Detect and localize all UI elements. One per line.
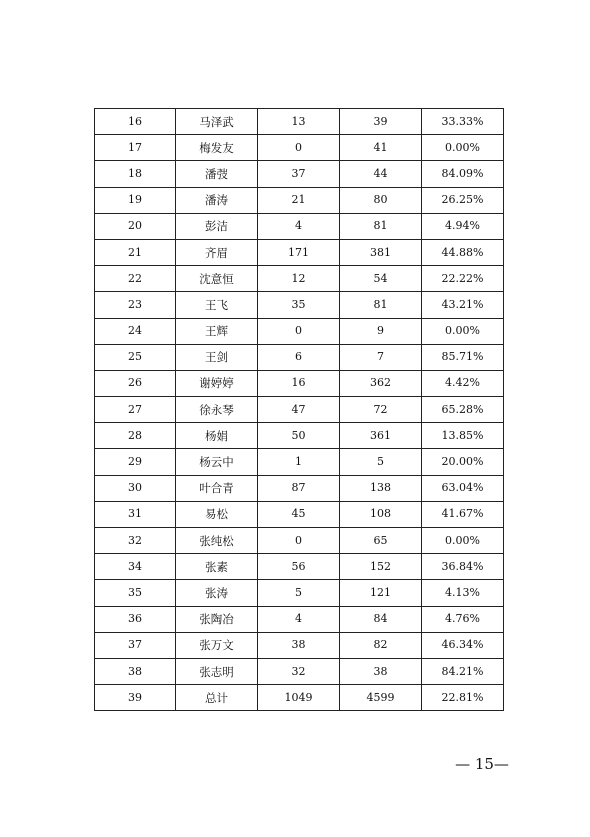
- name-cell: 王辉: [176, 318, 258, 344]
- count-b-cell: 9: [340, 318, 422, 344]
- count-b-cell: 41: [340, 135, 422, 161]
- count-b-cell: 108: [340, 501, 422, 527]
- name-cell: 总计: [176, 685, 258, 711]
- percentage-cell: 84.21%: [422, 658, 504, 684]
- count-a-cell: 0: [258, 135, 340, 161]
- table-row: [95, 632, 504, 658]
- count-a-cell: 45: [258, 501, 340, 527]
- percentage-cell: 0.00%: [422, 318, 504, 344]
- count-b-cell: 5: [340, 449, 422, 475]
- count-a-cell: 4: [258, 606, 340, 632]
- row-number-cell: 16: [95, 109, 176, 135]
- percentage-cell: 85.71%: [422, 344, 504, 370]
- table-row: [95, 475, 504, 501]
- percentage-cell: 13.85%: [422, 423, 504, 449]
- count-a-cell: 0: [258, 318, 340, 344]
- name-cell: 张纯松: [176, 528, 258, 554]
- name-cell: 易松: [176, 501, 258, 527]
- row-number-cell: 29: [95, 449, 176, 475]
- name-cell: 沈意恒: [176, 266, 258, 292]
- name-cell: 张志明: [176, 658, 258, 684]
- name-cell: 王飞: [176, 292, 258, 318]
- count-b-cell: 82: [340, 632, 422, 658]
- row-number-cell: 36: [95, 606, 176, 632]
- count-a-cell: 56: [258, 554, 340, 580]
- row-number-cell: 25: [95, 344, 176, 370]
- table-row: [95, 658, 504, 684]
- percentage-cell: 33.33%: [422, 109, 504, 135]
- count-a-cell: 12: [258, 266, 340, 292]
- percentage-cell: 22.22%: [422, 266, 504, 292]
- table-row: [95, 370, 504, 396]
- row-number-cell: 34: [95, 554, 176, 580]
- count-a-cell: 35: [258, 292, 340, 318]
- name-cell: 张素: [176, 554, 258, 580]
- count-b-cell: 362: [340, 370, 422, 396]
- percentage-cell: 36.84%: [422, 554, 504, 580]
- table-row: [95, 449, 504, 475]
- name-cell: 叶合青: [176, 475, 258, 501]
- count-b-cell: 72: [340, 397, 422, 423]
- count-a-cell: 37: [258, 161, 340, 187]
- table-row: [95, 397, 504, 423]
- table-row: [95, 187, 504, 213]
- count-b-cell: 38: [340, 658, 422, 684]
- percentage-cell: 4.42%: [422, 370, 504, 396]
- row-number-cell: 17: [95, 135, 176, 161]
- name-cell: 王剑: [176, 344, 258, 370]
- percentage-cell: 41.67%: [422, 501, 504, 527]
- row-number-cell: 27: [95, 397, 176, 423]
- count-b-cell: 81: [340, 292, 422, 318]
- name-cell: 谢婷婷: [176, 370, 258, 396]
- row-number-cell: 26: [95, 370, 176, 396]
- name-cell: 潘涛: [176, 187, 258, 213]
- name-cell: 张万文: [176, 632, 258, 658]
- count-a-cell: 1: [258, 449, 340, 475]
- percentage-cell: 43.21%: [422, 292, 504, 318]
- name-cell: 潘弢: [176, 161, 258, 187]
- count-b-cell: 381: [340, 239, 422, 265]
- count-a-cell: 5: [258, 580, 340, 606]
- percentage-cell: 46.34%: [422, 632, 504, 658]
- count-b-cell: 80: [340, 187, 422, 213]
- percentage-cell: 63.04%: [422, 475, 504, 501]
- count-b-cell: 54: [340, 266, 422, 292]
- row-number-cell: 19: [95, 187, 176, 213]
- count-b-cell: 121: [340, 580, 422, 606]
- row-number-cell: 23: [95, 292, 176, 318]
- row-number-cell: 30: [95, 475, 176, 501]
- name-cell: 张陶冶: [176, 606, 258, 632]
- row-number-cell: 22: [95, 266, 176, 292]
- count-b-cell: 7: [340, 344, 422, 370]
- row-number-cell: 35: [95, 580, 176, 606]
- count-a-cell: 38: [258, 632, 340, 658]
- name-cell: 徐永琴: [176, 397, 258, 423]
- count-b-cell: 84: [340, 606, 422, 632]
- percentage-cell: 44.88%: [422, 239, 504, 265]
- count-a-cell: 21: [258, 187, 340, 213]
- name-cell: 齐眉: [176, 239, 258, 265]
- count-b-cell: 44: [340, 161, 422, 187]
- table-row: [95, 528, 504, 554]
- percentage-cell: 0.00%: [422, 528, 504, 554]
- count-a-cell: 1049: [258, 685, 340, 711]
- name-cell: 梅发友: [176, 135, 258, 161]
- count-a-cell: 87: [258, 475, 340, 501]
- count-a-cell: 171: [258, 239, 340, 265]
- row-number-cell: 39: [95, 685, 176, 711]
- percentage-cell: 4.94%: [422, 213, 504, 239]
- table-row: [95, 344, 504, 370]
- count-b-cell: 138: [340, 475, 422, 501]
- row-number-cell: 37: [95, 632, 176, 658]
- table-row: [95, 161, 504, 187]
- percentage-cell: 26.25%: [422, 187, 504, 213]
- table-row: [95, 292, 504, 318]
- table-row: [95, 318, 504, 344]
- table-row: [95, 239, 504, 265]
- count-a-cell: 47: [258, 397, 340, 423]
- row-number-cell: 18: [95, 161, 176, 187]
- percentage-cell: 4.13%: [422, 580, 504, 606]
- row-number-cell: 20: [95, 213, 176, 239]
- table-row: [95, 109, 504, 135]
- count-b-cell: 4599: [340, 685, 422, 711]
- row-number-cell: 24: [95, 318, 176, 344]
- count-b-cell: 81: [340, 213, 422, 239]
- count-a-cell: 4: [258, 213, 340, 239]
- table-row: [95, 606, 504, 632]
- percentage-cell: 65.28%: [422, 397, 504, 423]
- row-number-cell: 21: [95, 239, 176, 265]
- count-a-cell: 6: [258, 344, 340, 370]
- count-a-cell: 0: [258, 528, 340, 554]
- table-body: [95, 109, 504, 711]
- table-row: [95, 423, 504, 449]
- row-number-cell: 38: [95, 658, 176, 684]
- table-row: [95, 135, 504, 161]
- table-row: [95, 685, 504, 711]
- count-a-cell: 16: [258, 370, 340, 396]
- count-b-cell: 152: [340, 554, 422, 580]
- percentage-cell: 84.09%: [422, 161, 504, 187]
- percentage-cell: 22.81%: [422, 685, 504, 711]
- table-row: [95, 266, 504, 292]
- count-a-cell: 32: [258, 658, 340, 684]
- count-b-cell: 65: [340, 528, 422, 554]
- name-cell: 马泽武: [176, 109, 258, 135]
- page-number: — 15—: [455, 755, 509, 773]
- table-row: [95, 213, 504, 239]
- percentage-cell: 20.00%: [422, 449, 504, 475]
- row-number-cell: 32: [95, 528, 176, 554]
- table-row: [95, 554, 504, 580]
- name-cell: 张涛: [176, 580, 258, 606]
- table-row: [95, 501, 504, 527]
- name-cell: 彭洁: [176, 213, 258, 239]
- data-table: [94, 108, 504, 711]
- count-a-cell: 50: [258, 423, 340, 449]
- row-number-cell: 28: [95, 423, 176, 449]
- row-number-cell: 31: [95, 501, 176, 527]
- percentage-cell: 0.00%: [422, 135, 504, 161]
- name-cell: 杨娟: [176, 423, 258, 449]
- count-b-cell: 361: [340, 423, 422, 449]
- count-a-cell: 13: [258, 109, 340, 135]
- count-b-cell: 39: [340, 109, 422, 135]
- name-cell: 杨云中: [176, 449, 258, 475]
- table-row: [95, 580, 504, 606]
- percentage-cell: 4.76%: [422, 606, 504, 632]
